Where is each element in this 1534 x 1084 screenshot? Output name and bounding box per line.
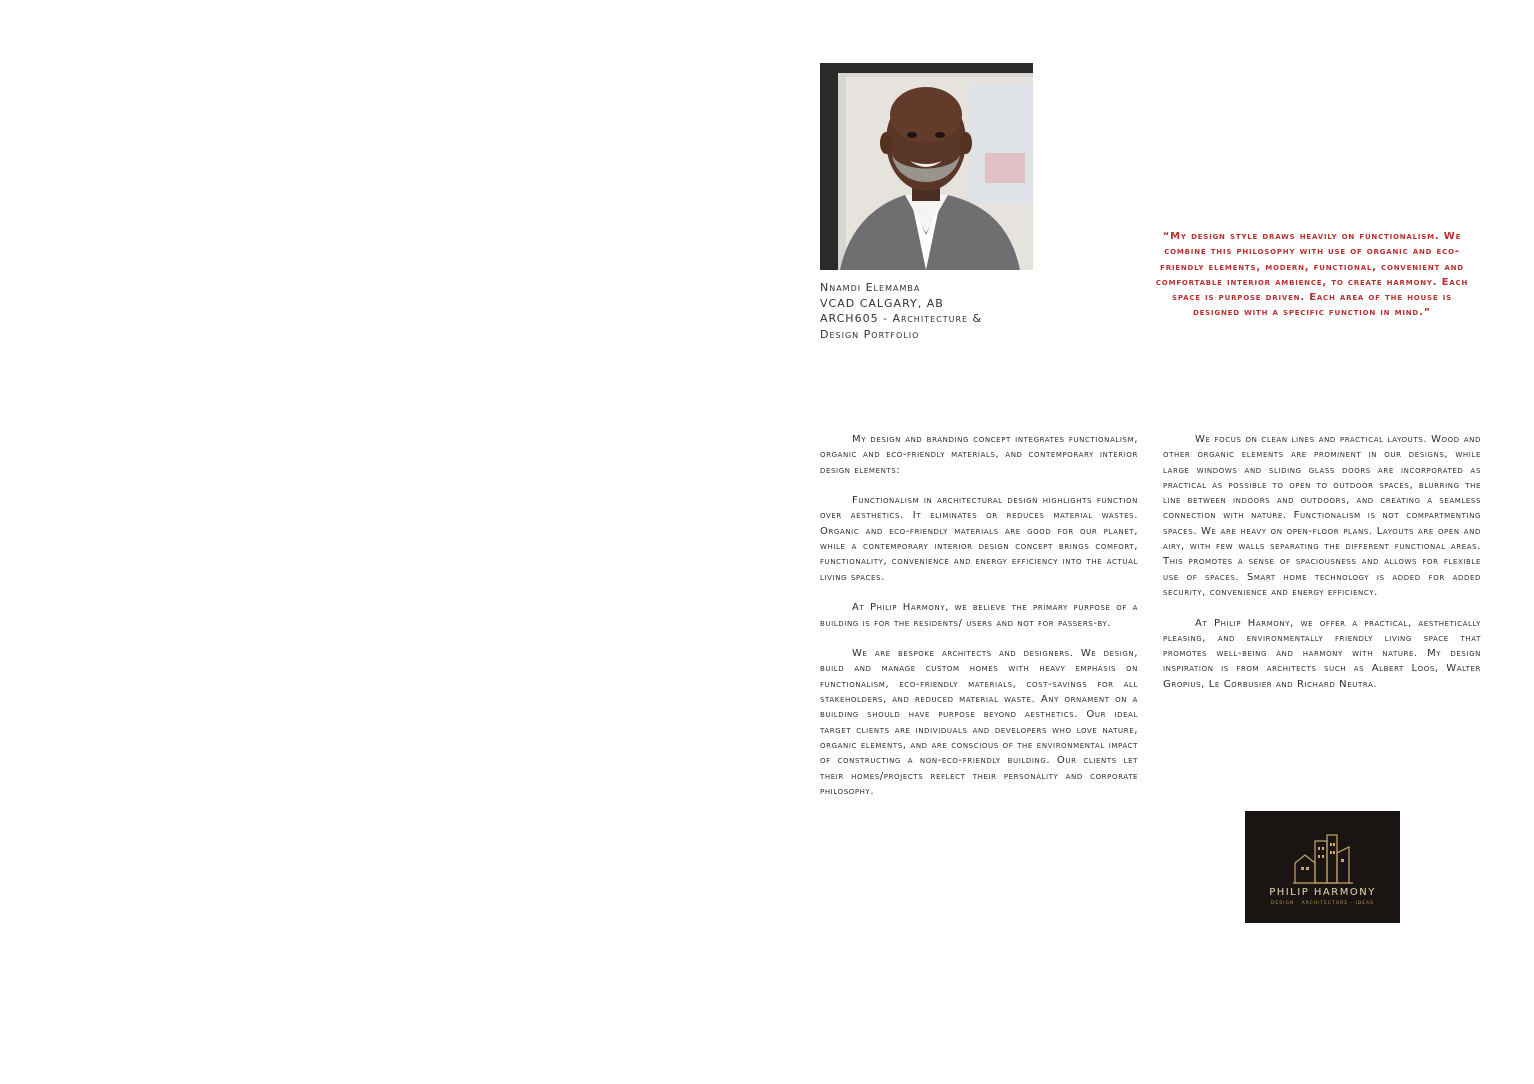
author-portrait-photo [820, 63, 1033, 270]
body-column-right [1163, 432, 1481, 707]
author-course-line1: ARCH605 - Architecture & [820, 312, 983, 325]
body-paragraph: At Philip Harmony, we believe the primary purpose of a building is for the residents/ users and not for passers-by. [820, 602, 1138, 629]
author-credits [820, 280, 1040, 342]
body-paragraph: We are bespoke architects and designers. We design, build and manage custom homes with heavy emphasis on functionalism, eco-friendly materials, cost-savings for all stakeholders, and reduced material waste. Any ornament on a building should have purpose beyond aesthetics. Our ideal target clients are individuals and developers who love nature, organic elements, and are conscious of the environmental impact of constructing a non-eco-friendly building. Our clients let their homes/projects reflect their personality and corporate philosophy. [820, 648, 1138, 797]
logo-wordmark: PHILIP HARMONY [1269, 887, 1376, 898]
design-philosophy-quote: “My design style draws heavily on functionalism. We combine this philosophy with use of organic and eco-friendly elements, modern, functional, convenient and comfortable interior ambience, to create harmony. Each space is purpose driven. Each area of the house is designed with a specific function in mind.” [1155, 231, 1469, 319]
body-paragraph: We focus on clean lines and practical layouts. Wood and other organic elements are prominent in our designs, while large windows and sliding glass doors are incorporated as practical as possible to open to outdoor spaces, blurring the line between indoors and outdoors, and creating a seamless connection with nature. Functionalism is not compartmenting spaces. We are heavy on open-floor plans. Layouts are open and airy, with few walls separating the different functional areas. This promotes a sense of spaciousness and allows for flexible use of spaces. Smart home technology is added for added security, convenience and energy efficiency. [1163, 434, 1481, 598]
body-column-left [820, 432, 1138, 814]
body-paragraph: At Philip Harmony, we offer a practical, aesthetically pleasing, and environmentally friendly living space that promotes well-being and harmony with nature. My design inspiration is from architects such as Albert Loos, Walter Gropius, Le Corbusier and Richard Neutra. [1163, 617, 1481, 690]
logo-tagline: DESIGN · ARCHITECTURE · IDEAS [1270, 901, 1375, 906]
author-school: VCAD CALGARY, AB [820, 296, 944, 310]
author-name: Nnamdi Elemamba [820, 281, 921, 294]
philip-harmony-logo [1245, 811, 1400, 923]
body-paragraph: My design and branding concept integrates functionalism, organic and eco-friendly materials, and contemporary interior design elements: [820, 434, 1138, 476]
author-course-line2: Design Portfolio [820, 327, 920, 341]
building-logo-icon [1293, 833, 1353, 885]
body-paragraph: Functionalism in architectural design highlights function over aesthetics. It eliminates or reduces material wastes. Organic and eco-friendly materials are good for our planet, while a contemporary interior design concept brings comfort, functionality, convenience and energy efficiency into the actual living spaces. [820, 495, 1138, 583]
